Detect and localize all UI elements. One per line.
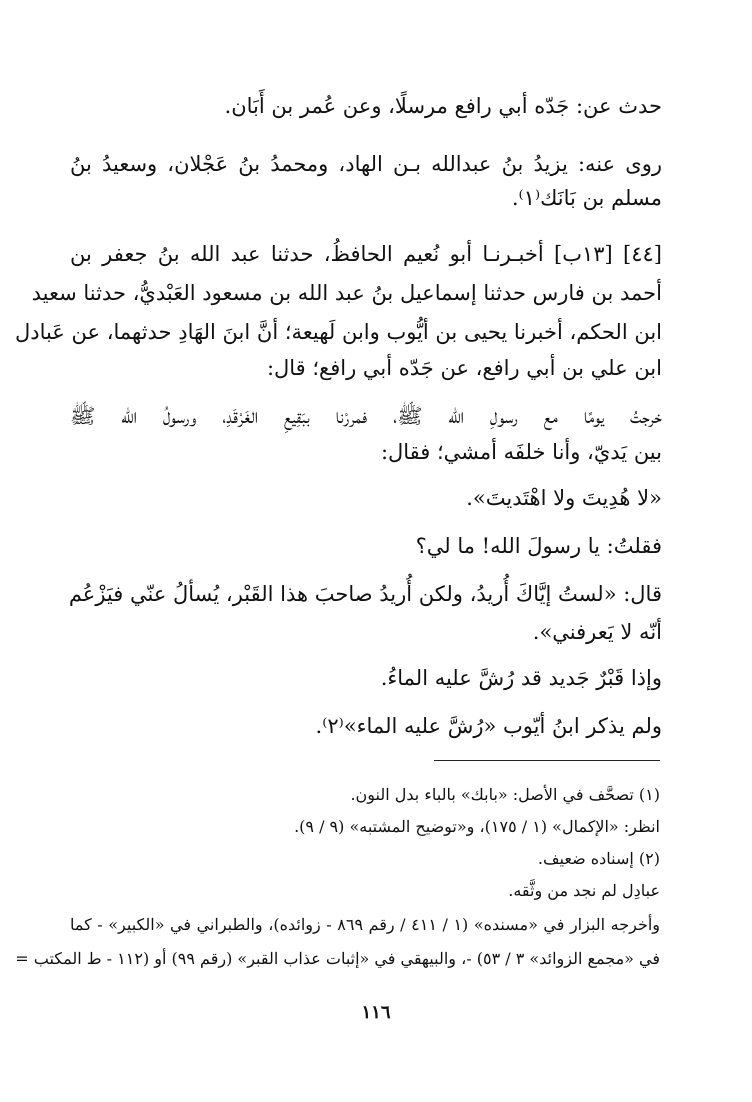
text-line-8: خرجتُ يومًا مع رسولِ الله ﷺ، فمررْنا ببَقِيعِ الغَرْقَدِ، ورسولُ الله ﷺ: [70, 404, 662, 428]
text-line-4: [٤٤] [١٣ب] أخبـرنـا أبو نُعيم الحافظُ، حدثنا عبد الله بنُ جعفر بن: [70, 242, 662, 266]
page-number: ١١٦: [361, 1002, 391, 1023]
text-line-11: فقلتُ: يا رسولَ الله! ما لي؟: [415, 534, 662, 558]
text-line-15: ولم يذكر ابنُ أيّوب «رُشَّ عليه الماء»⁽٢⁾.: [315, 714, 662, 738]
footnote-line-4: عبادِل لم نجد من وثَّقه.: [508, 881, 660, 900]
text-line-2: روى عنه: يزيدُ بنُ عبدالله بـن الهاد، ومحمدُ بنُ عَجْلان، وسعيدُ بنُ: [70, 152, 662, 176]
footnote-line-6: في «مجمع الزوائد» ٣ / ٥٣) -، والبيهقي في «إثبات عذاب القبر» (رقم ٩٩) أو (١١٢ - ط المكتب =: [15, 949, 660, 968]
text-line-5: أحمد بن فارس حدثنا إسماعيل بنُ عبد الله بن مسعود العَبْديُّ، حدثنا سعيد: [31, 281, 662, 305]
footnote-line-2: انظر: «الإكمال» (١ / ١٧٥)، و«توضيح المشتبه» (٩ / ٩).: [294, 817, 660, 836]
text-line-13: أنّه لا يَعرفني».: [532, 620, 662, 644]
text-line-9: بين يَديّ، وأنا خلفَه أمشي؛ فقال:: [380, 440, 662, 464]
footnote-line-1: (١) تصحَّف في الأصل: «بابك» بالباء بدل النون.: [350, 785, 660, 804]
text-line-6: ابن الحكم، أخبرنا يحيى بن أيُّوب وابن لَهيعة؛ أنَّ ابنَ الهَادِ حدثهما، عن عَبادل: [14, 320, 662, 344]
text-line-7: ابن علي بن أبي رافع، عن جَدّه أبي رافع؛ قال:: [266, 356, 662, 380]
text-line-14: وإذا قَبْرٌ جَديد قد رُشَّ عليه الماءُ.: [380, 666, 662, 690]
text-line-1: حدث عن: جَدّه أبي رافع مرسلًا، وعن عُمر بن أَبَان.: [224, 94, 662, 118]
text-line-12: قال: «لستُ إيَّاكَ أُريدُ، ولكن أُريدُ صاحبَ هذا القَبْر، يُسألُ عنّي فيَزْعُم: [68, 582, 662, 606]
footnote-line-5: وأخرجه البزار في «مسنده» (١ / ٤١١ / رقم ٨٦٩ - زوائده)، والطبراني في «الكبير» - كما: [70, 915, 661, 934]
text-line-3: مسلم بن بَانَك⁽١⁾.: [511, 186, 662, 210]
footnote-divider: [434, 760, 660, 761]
footnote-line-3: (٢) إسناده ضعيف.: [537, 849, 660, 868]
text-line-10: «لا هُدِيتَ ولا اهْتَديتَ».: [466, 486, 662, 510]
